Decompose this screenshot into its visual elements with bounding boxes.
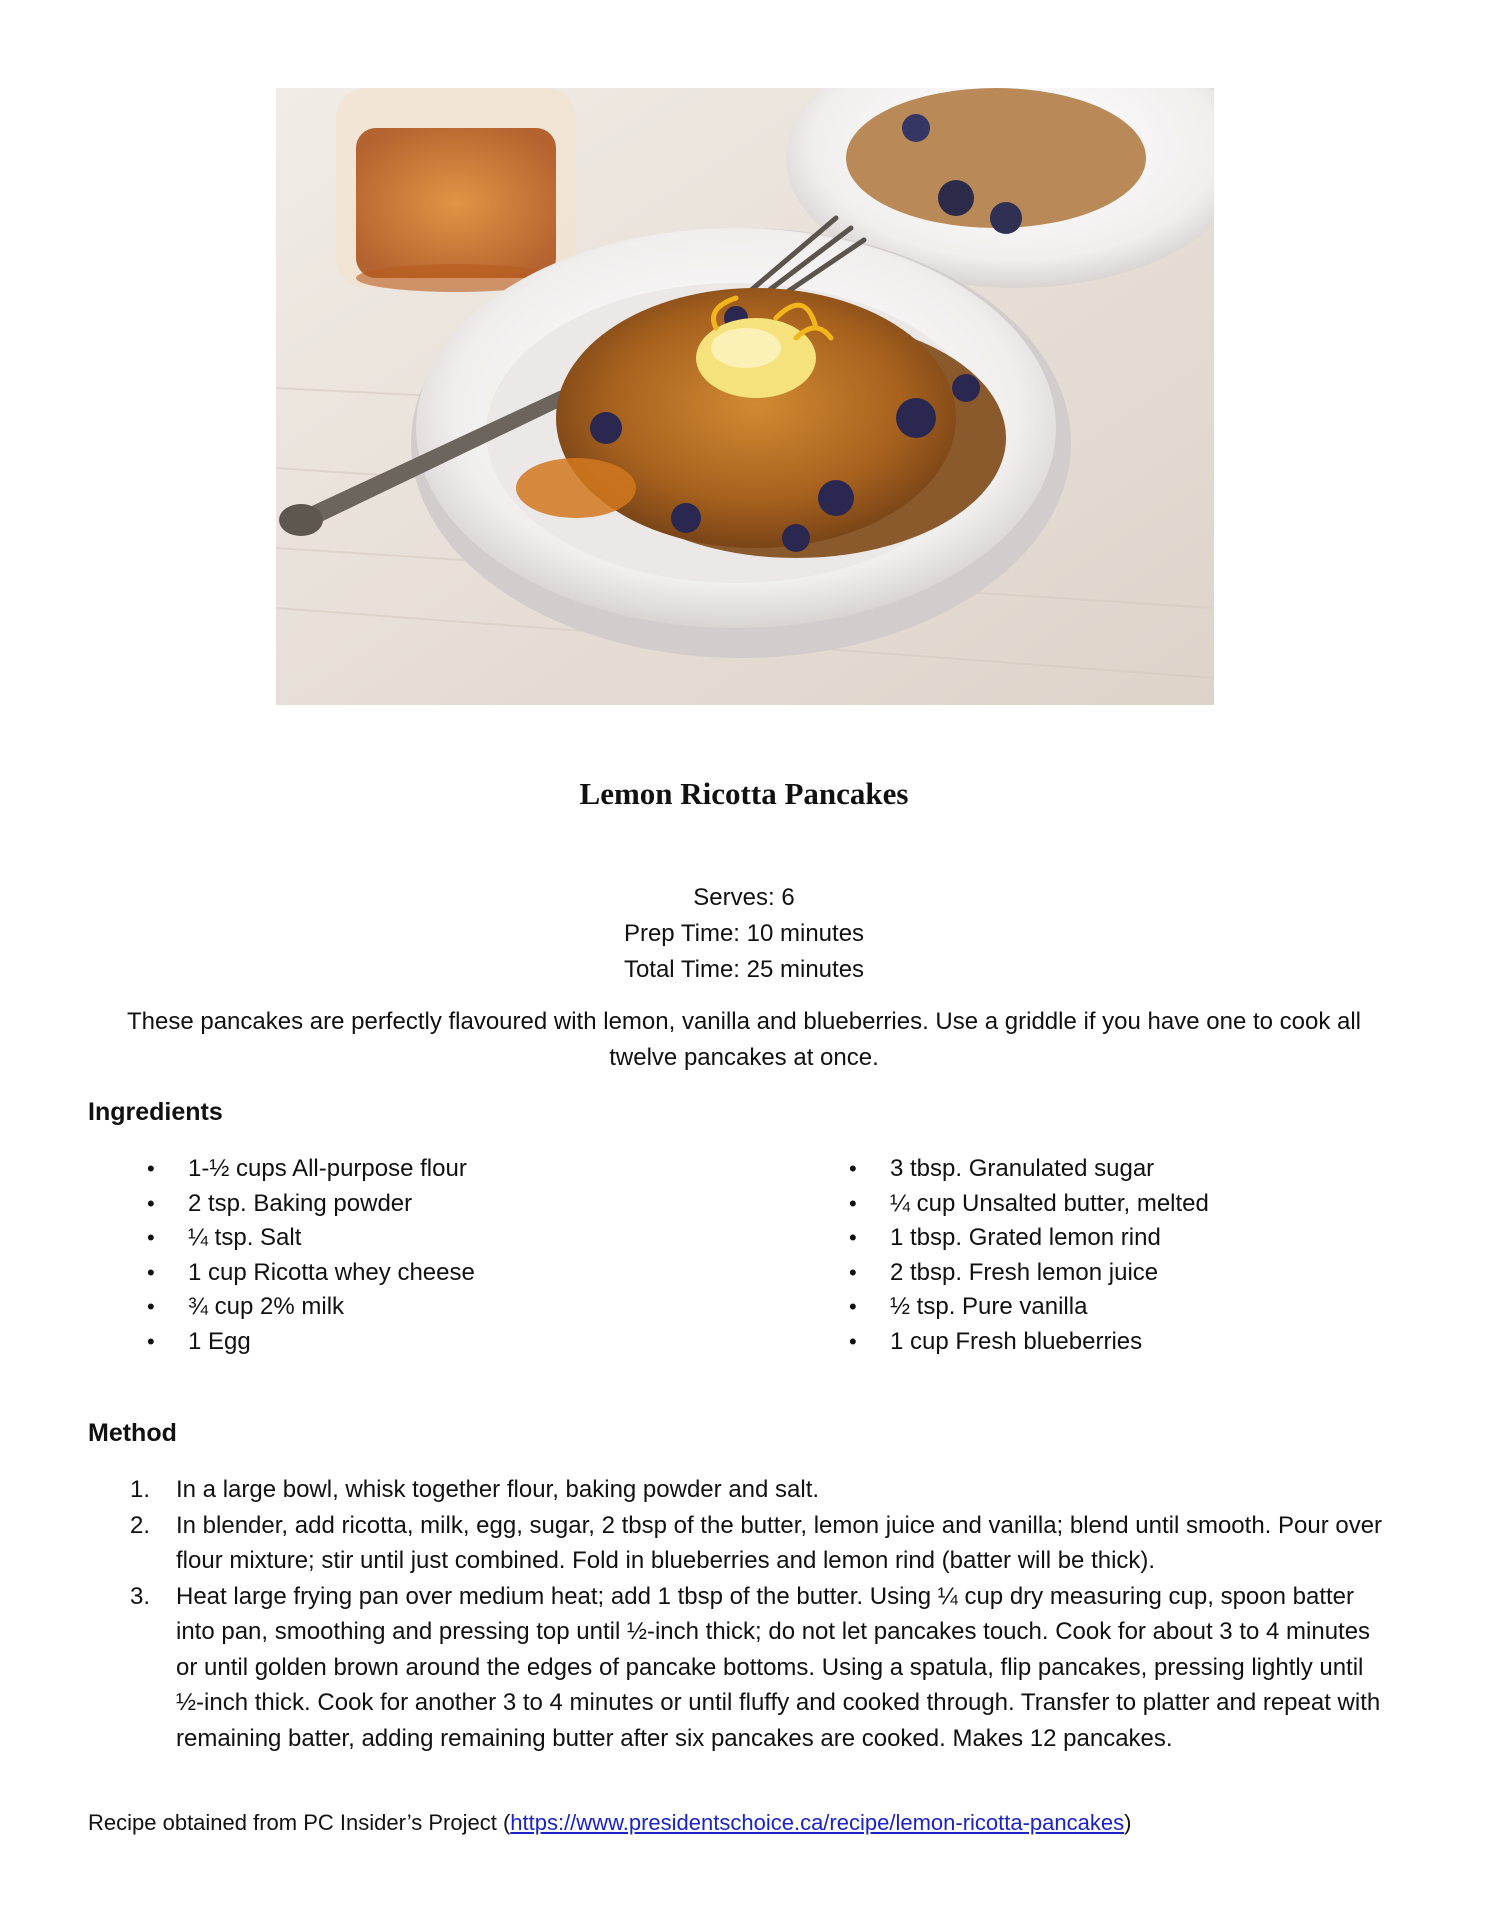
bullet-icon: • (849, 1294, 857, 1319)
step-number: 3. (130, 1582, 151, 1610)
bullet-icon: • (849, 1156, 857, 1181)
source-link[interactable]: https://www.presidentschoice.ca/recipe/lemon-ricotta-pancakes (510, 1810, 1125, 1835)
prep-time-text: Prep Time: 10 minutes (623, 920, 865, 947)
ingredient-item: • 2 tsp. Baking powder (188, 1187, 475, 1222)
method-heading: Method (88, 1419, 177, 1447)
method-step (130, 1472, 1392, 1508)
ingredient-item: • 1 Egg (188, 1325, 475, 1360)
total-time-text: Total Time: 25 minutes (623, 956, 865, 983)
bullet-icon: • (147, 1225, 155, 1250)
bullet-icon: • (147, 1294, 155, 1319)
recipe-meta (0, 880, 1488, 988)
source-suffix: ) (1124, 1810, 1132, 1835)
ingredient-item: • 1 cup Fresh blueberries (890, 1325, 1209, 1360)
bullet-icon: • (849, 1190, 857, 1216)
bullet-icon: • (849, 1225, 857, 1250)
ingredient-item: • ¾ cup 2% milk (188, 1290, 475, 1325)
step-text: In blender, add ricotta, milk, egg, sugar, 2 tbsp of the butter, lemon juice and vanilla; blend until smooth. Pour over flour mixture; stir until just combined. Fold in blueberries and lemon rind (batter will be thick). (176, 1511, 1383, 1574)
method-step (130, 1579, 1392, 1757)
ingredient-item: • ½ tsp. Pure vanilla (890, 1290, 1209, 1325)
pancake-photo-illustration (276, 88, 1214, 705)
ingredient-item: • 1 cup Ricotta whey cheese (188, 1256, 475, 1291)
step-text: In a large bowl, whisk together flour, baking powder and salt. (176, 1476, 820, 1503)
bullet-icon: • (147, 1156, 155, 1181)
source-prefix: Recipe obtained from PC Insider’s Project ( (88, 1810, 511, 1835)
ingredient-item: • 1 tbsp. Grated lemon rind (890, 1221, 1209, 1256)
method-steps (130, 1472, 1392, 1756)
serves-text: Serves: 6 (693, 884, 795, 911)
ingredient-item: • ¼ tsp. Salt (188, 1221, 475, 1256)
method-step (130, 1508, 1392, 1579)
recipe-photo (276, 88, 1214, 705)
source-credit (88, 1810, 1131, 1836)
bullet-icon: • (147, 1328, 155, 1354)
ingredients-list-right (849, 1152, 1209, 1359)
ingredients-list-left (147, 1152, 475, 1359)
bullet-icon: • (849, 1259, 857, 1285)
bullet-icon: • (147, 1190, 155, 1216)
step-number: 2. (130, 1511, 151, 1539)
step-text: Heat large frying pan over medium heat; add 1 tbsp of the butter. Using ¼ cup dry measuring cup, spoon batter into pan, smoothing and pressing top until ½-inch thick; do not let pancakes touch. Cook for about 3 to 4 minutes or until golden brown around the edges of pancake bottoms. Using a spatula, flip pancakes, pressing lightly until ½-inch thick. Cook for another 3 to 4 minutes or until fluffy and cooked through. Transfer to platter and repeat with remaining batter, adding remaining butter after six pancakes are cooked. Makes 12 pancakes. (176, 1582, 1381, 1752)
bullet-icon: • (147, 1259, 155, 1285)
ingredient-item: • 2 tbsp. Fresh lemon juice (890, 1256, 1209, 1291)
ingredients-heading: Ingredients (88, 1098, 223, 1126)
recipe-intro: These pancakes are perfectly flavoured with lemon, vanilla and blueberries. Use a griddle if you have one to cook all twelve pancakes at once. (126, 1008, 1362, 1071)
bullet-icon: • (849, 1328, 857, 1354)
recipe-title: Lemon Ricotta Pancakes (579, 776, 909, 811)
ingredient-item: • 3 tbsp. Granulated sugar (890, 1152, 1209, 1187)
ingredient-item: • 1-½ cups All-purpose flour (188, 1152, 475, 1187)
step-number: 1. (130, 1476, 151, 1503)
ingredient-item: • ¼ cup Unsalted butter, melted (890, 1187, 1209, 1222)
